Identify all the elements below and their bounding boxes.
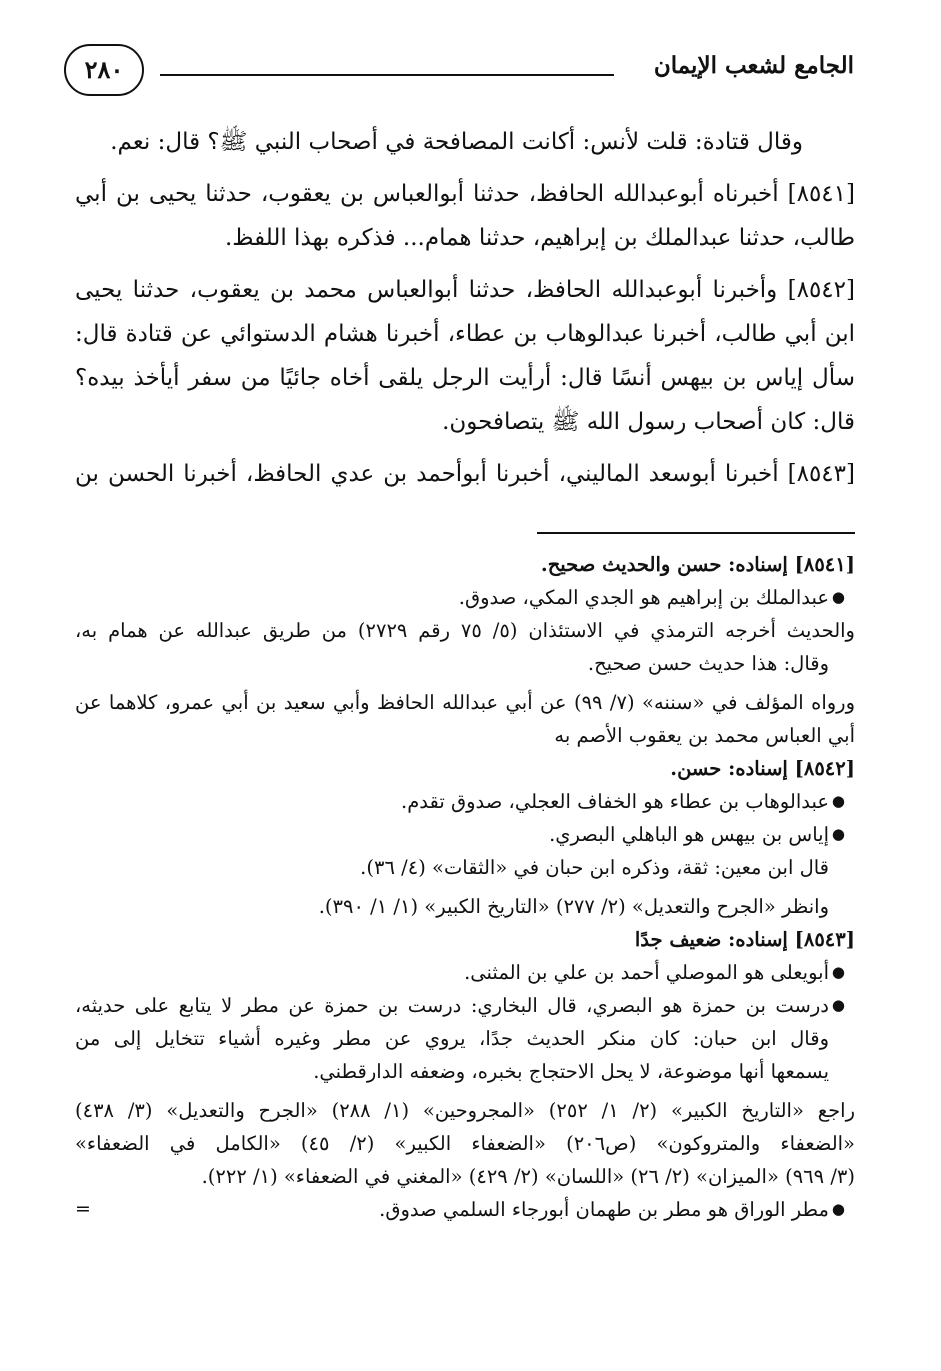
paragraph-gap (75, 164, 855, 172)
note-line (75, 1127, 855, 1160)
note-line (75, 989, 855, 1022)
note-line (75, 581, 855, 614)
continuation-mark: = (75, 1198, 91, 1220)
page-header (64, 44, 854, 104)
note-text: وانظر «الجرح والتعديل» (٢/ ٢٧٧) «التاريخ الكبير» (١/ ١/ ٣٩٠). (318, 895, 829, 918)
note-text: (٣/ ٩٦٩) «الميزان» (٢/ ٢٦) «اللسان» (٢/ ٤٢٩) «المغني في الضعفاء» (١/ ٢٢٢). (201, 1165, 855, 1188)
note-text: قال ابن معين: ثقة، وذكره ابن حبان في «الثقات» (٤/ ٣٦). (360, 856, 829, 879)
paragraph-gap (75, 260, 855, 268)
bullet-icon: ● (831, 1200, 845, 1218)
text-line: قال: كان أصحاب رسول الله ﷺ يتصافحون. (442, 409, 855, 435)
text-line: [٨٥٤١] أخبرناه أبوعبدالله الحافظ، حدثنا أبوالعباس بن يعقوب، حدثنا يحيى بن أبي (75, 181, 855, 207)
note-line (75, 851, 855, 884)
note-line (75, 818, 855, 851)
note-line (75, 647, 855, 680)
bullet-icon: ● (831, 588, 845, 606)
main-text (75, 120, 855, 496)
footnotes (75, 548, 855, 1226)
note-line (75, 785, 855, 818)
note-line (75, 890, 855, 923)
note-line (75, 1160, 855, 1193)
bullet-icon: ● (831, 963, 845, 981)
note-heading (75, 752, 855, 785)
page-number: ٢٨٠ (64, 44, 144, 96)
note-text: وقال ابن حبان: كان منكر الحديث جدًا، يروي عن مطر وغيره أشياء تتخايل إلى من (75, 1027, 829, 1050)
note-text: إياس بن بيهس هو الباهلي البصري. (549, 823, 829, 846)
note-text: عبدالوهاب بن عطاء هو الخفاف العجلي، صدوق تقدم. (401, 790, 829, 813)
note-text: [٨٥٤١] إسناده: حسن والحديث صحيح. (540, 553, 855, 576)
note-line (75, 719, 855, 752)
note-line (75, 1193, 855, 1226)
paragraph-gap (75, 444, 855, 452)
text-line: سأل إياس بن بيهس أنسًا قال: أرأيت الرجل يلقى أخاه جائيًا من سفر أيأخذ بيده؟ (75, 365, 855, 391)
note-line (75, 1055, 855, 1088)
note-line (75, 1022, 855, 1055)
note-text: [٨٥٤٢] إسناده: حسن. (670, 757, 855, 780)
note-text: يسمعها أنها موضوعة، لا يحل الاحتجاج بخبره، وضعفه الدارقطني. (313, 1060, 829, 1083)
bullet-icon: ● (831, 825, 845, 843)
note-text: أبويعلى هو الموصلي أحمد بن علي بن المثنى. (464, 961, 829, 984)
text-line: طالب، حدثنا عبدالملك بن إبراهيم، حدثنا همام... فذكره بهذا اللفظ. (224, 225, 855, 251)
footnote-separator (537, 532, 855, 534)
text-line: [٨٥٤٣] أخبرنا أبوسعد الماليني، أخبرنا أبوأحمد بن عدي الحافظ، أخبرنا الحسن بن (75, 461, 855, 487)
book-title: الجامع لشعب الإيمان (653, 52, 854, 79)
note-text: [٨٥٤٣] إسناده: ضعيف جدًا (634, 928, 855, 951)
text-line: ابن أبي طالب، أخبرنا عبدالوهاب بن عطاء، أخبرنا هشام الدستوائي عن قتادة قال: (75, 321, 855, 347)
bullet-icon: ● (831, 792, 845, 810)
text-line: وقال قتادة: قلت لأنس: أكانت المصافحة في أصحاب النبي ﷺ؟ قال: نعم. (110, 129, 803, 155)
note-heading (75, 548, 855, 581)
note-line (75, 956, 855, 989)
header-rule (160, 74, 614, 76)
note-text: راجع «التاريخ الكبير» (٢/ ١/ ٢٥٢) «المجروحين» (١/ ٢٨٨) «الجرح والتعديل» (٣/ ٤٣٨) (75, 1099, 855, 1122)
note-line (75, 614, 855, 647)
note-text: عبدالملك بن إبراهيم هو الجدي المكي، صدوق. (458, 586, 829, 609)
note-text: أبي العباس محمد بن يعقوب الأصم به (554, 724, 855, 747)
note-text: وقال: هذا حديث حسن صحيح. (587, 652, 829, 675)
note-text: ورواه المؤلف في «سننه» (٧/ ٩٩) عن أبي عبدالله الحافظ وأبي سعيد بن أبي عمرو، كلاهما عن (75, 691, 855, 714)
bullet-icon: ● (831, 996, 845, 1014)
text-line: [٨٥٤٢] وأخبرنا أبوعبدالله الحافظ، حدثنا أبوالعباس محمد بن يعقوب، حدثنا يحيى (75, 277, 855, 303)
note-line (75, 686, 855, 719)
note-line (75, 1094, 855, 1127)
note-text: والحديث أخرجه الترمذي في الاستئذان (٥/ ٧٥ رقم ٢٧٢٩) من طريق عبدالله عن همام به، (75, 619, 855, 642)
note-heading (75, 923, 855, 956)
note-text: درست بن حمزة هو البصري، قال البخاري: درست بن حمزة عن مطر لا يتابع على حديثه، (75, 994, 829, 1017)
note-text: «الضعفاء والمتروكون» (ص٢٠٦) «الضعفاء الكبير» (٢/ ٤٥) «الكامل في الضعفاء» (75, 1132, 855, 1155)
note-text: مطر الوراق هو مطر بن طهمان أبورجاء السلمي صدوق. (379, 1198, 829, 1221)
